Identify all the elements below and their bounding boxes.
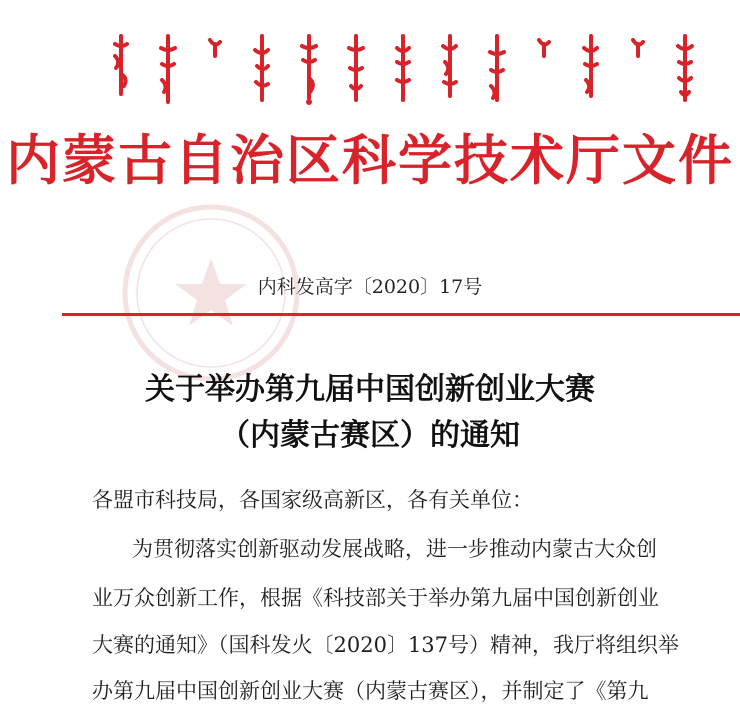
mongolian-word-2 (155, 34, 181, 106)
mongolian-word-11 (578, 34, 604, 106)
mongolian-word-8 (437, 34, 463, 106)
mongolian-word-10 (531, 34, 557, 106)
issuer-title: 内蒙古自治区科学技术厅文件 (6, 129, 734, 192)
mongolian-word-12 (625, 34, 651, 106)
mongolian-word-9 (484, 34, 510, 106)
mongolian-word-5 (296, 34, 322, 106)
mongolian-word-6 (343, 34, 369, 106)
notice-title-line-1: 关于举办第九届中国创新创业大赛 (145, 372, 595, 407)
mongolian-word-13 (672, 34, 698, 106)
addressee: 各盟市科技局，各国家级高新区，各有关单位： (92, 488, 533, 512)
mongolian-word-3 (202, 34, 228, 106)
paragraph-line: 为贯彻落实创新驱动发展战略，进一步推动内蒙古大众创 (132, 537, 657, 561)
mongolian-word-4 (249, 34, 275, 106)
mongolian-script-header (108, 34, 698, 106)
mongolian-word-1 (108, 34, 134, 106)
paragraph-line: 业万众创新工作，根据《科技部关于举办第九届中国创新创业 (92, 586, 659, 610)
red-divider (62, 313, 740, 316)
paragraph-line: 大赛的通知》（国科发火〔2020〕137号）精神，我厅将组织举 (92, 633, 680, 657)
mongolian-word-7 (390, 34, 416, 106)
paragraph-line: 办第九届中国创新创业大赛（内蒙古赛区），并制定了《第九 (92, 679, 649, 703)
notice-title-line-2: （内蒙古赛区）的通知 (220, 418, 520, 453)
document-number: 内科发高字〔2020〕17号 (257, 276, 483, 298)
